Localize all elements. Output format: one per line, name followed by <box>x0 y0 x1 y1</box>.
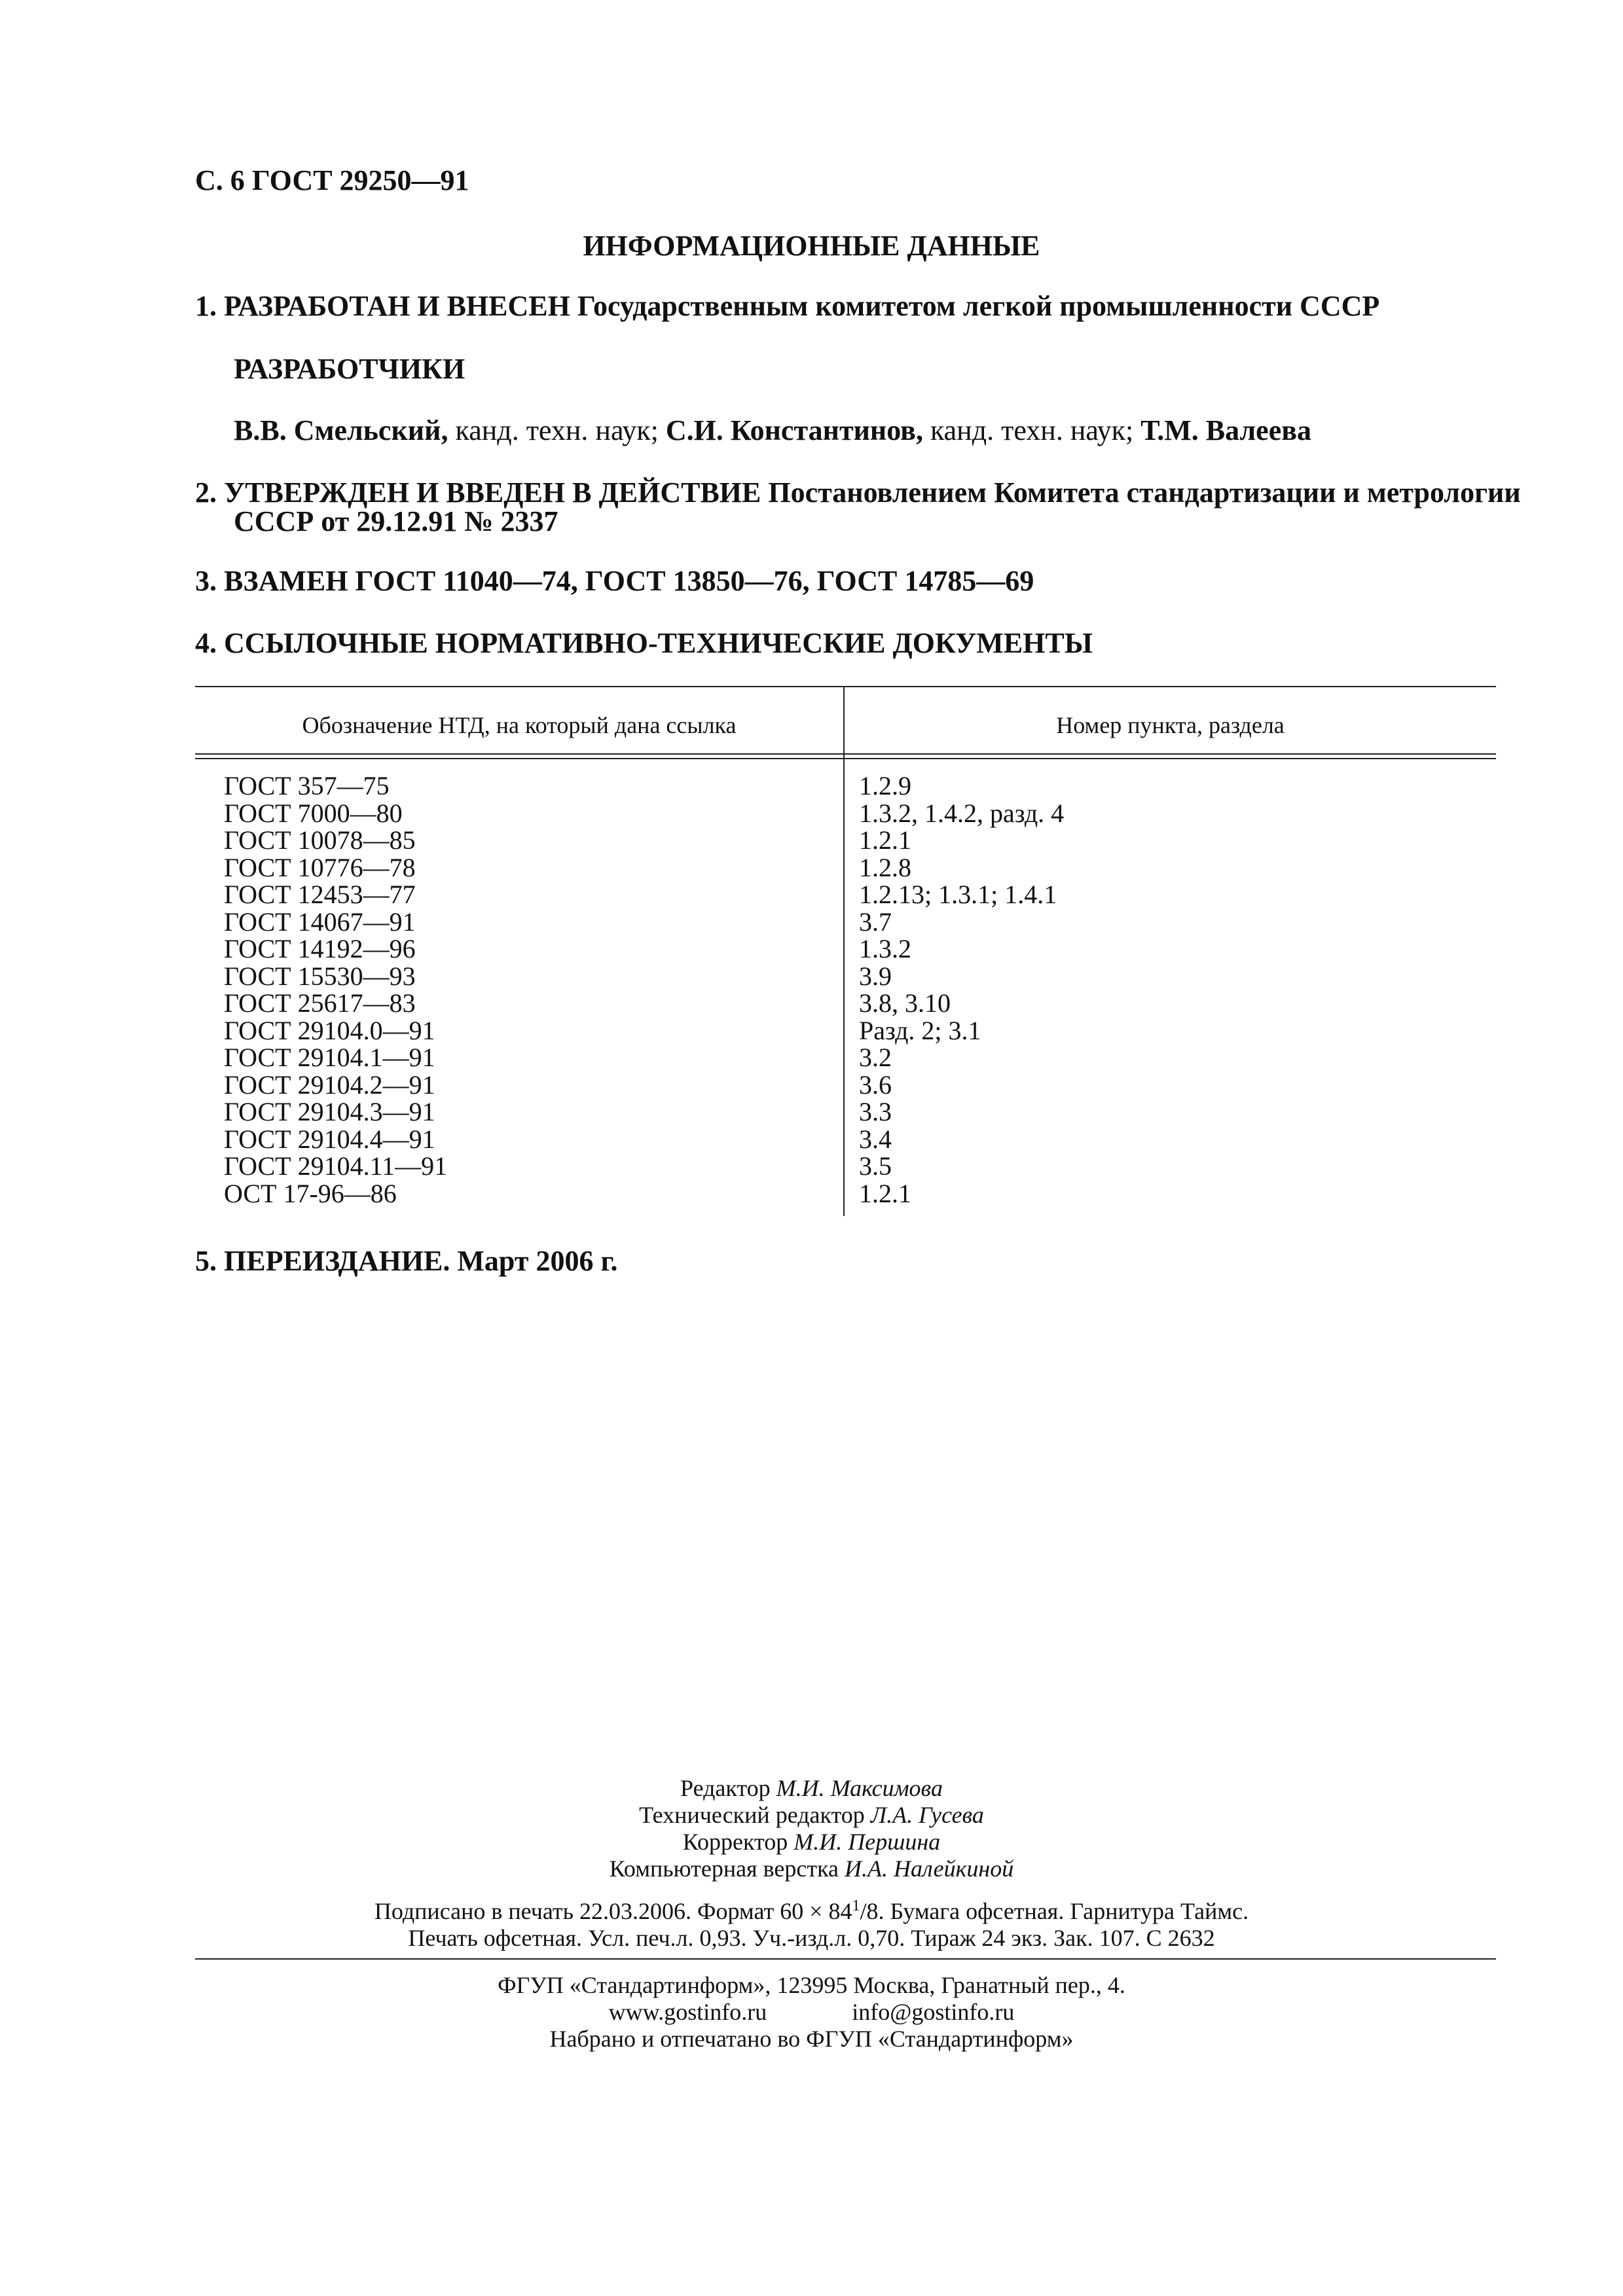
credit-tech-editor-name: Л.А. Гусева <box>870 1802 984 1828</box>
credit-layout <box>0 1856 1623 1882</box>
item-1-number: 1. <box>195 290 217 322</box>
item-4-text: ССЫЛОЧНЫЕ НОРМАТИВНО-ТЕХНИЧЕСКИЕ ДОКУМЕНТЫ <box>224 627 1093 659</box>
page-header: С. 6 ГОСТ 29250—91 <box>195 164 469 196</box>
table-cell-ref: 1.3.2, 1.4.2, разд. 4 <box>859 798 1065 828</box>
publisher-printed-by: Набрано и отпечатано во ФГУП «Стандартинформ» <box>549 2026 1074 2052</box>
imprint-line-1 <box>0 1898 1623 1925</box>
table-doc-column <box>224 772 447 1207</box>
table-cell-ref: 3.4 <box>859 1124 892 1154</box>
credit-tech-editor <box>0 1802 1623 1829</box>
table-cell-ref: 3.7 <box>859 906 892 937</box>
imprint-line-1-b: /8. Бумага офсетная. Гарнитура Таймс. <box>860 1898 1249 1924</box>
table-ref-column <box>859 772 1064 1207</box>
item-4 <box>195 626 1093 661</box>
publisher-contacts <box>0 1999 1623 2026</box>
table-header-document: Обозначение НТД, на который дана ссылка <box>302 712 737 738</box>
table-cell-doc: ГОСТ 29104.1—91 <box>224 1043 435 1072</box>
table-column-divider <box>843 686 845 1216</box>
footer-rule <box>195 1958 1496 1960</box>
developer-2-name: С.И. Константинов, <box>665 414 923 446</box>
table-cell-doc: ГОСТ 12453—77 <box>224 880 416 909</box>
table-cell-ref: 3.8, 3.10 <box>859 988 951 1018</box>
table-cell-ref: Разд. 2; 3.1 <box>859 1015 981 1045</box>
credit-corrector-role: Корректор <box>682 1829 788 1855</box>
table-cell-doc: ГОСТ 29104.3—91 <box>224 1097 435 1126</box>
item-1-lead: РАЗРАБОТАН И ВНЕСЕН <box>224 290 570 322</box>
item-1 <box>195 289 1379 324</box>
item-5-number: 5. <box>195 1245 217 1277</box>
credit-layout-name: И.А. Налейкиной <box>845 1856 1014 1882</box>
table-cell-ref: 1.2.13; 1.3.1; 1.4.1 <box>859 880 1057 909</box>
item-5 <box>195 1244 617 1279</box>
table-cell-ref: 3.5 <box>859 1151 892 1181</box>
table-cell-doc: ОСТ 17-96—86 <box>224 1178 397 1208</box>
table-cell-doc: ГОСТ 29104.11—91 <box>224 1151 448 1181</box>
table-header-rule-2 <box>195 758 1496 759</box>
item-3-number: 3. <box>195 565 217 597</box>
table-cell-doc: ГОСТ 15530—93 <box>224 961 416 991</box>
table-cell-doc: ГОСТ 10776—78 <box>224 852 416 882</box>
item-2-text: Постановлением Комитета стандартизации и метрологии <box>768 476 1521 509</box>
item-2-line-2: СССР от 29.12.91 № 2337 <box>234 505 558 537</box>
table-cell-ref: 3.2 <box>859 1043 892 1072</box>
table-cell-doc: ГОСТ 10078—85 <box>224 825 416 855</box>
credit-editor <box>0 1775 1623 1802</box>
item-2-number: 2. <box>195 476 217 509</box>
credit-editor-name: М.И. Максимова <box>776 1775 943 1801</box>
table-cell-doc: ГОСТ 29104.4—91 <box>224 1124 435 1154</box>
publisher-email: info@gostinfo.ru <box>852 1999 1015 2025</box>
table-cell-ref: 1.3.2 <box>859 934 911 963</box>
item-4-number: 4. <box>195 627 217 659</box>
table-cell-doc: ГОСТ 14067—91 <box>224 906 416 937</box>
publisher-address: ФГУП «Стандартинформ», 123995 Москва, Гранатный пер., 4. <box>498 1972 1125 1998</box>
table-header-rule-1 <box>195 753 1496 755</box>
table-cell-doc: ГОСТ 14192—96 <box>224 934 416 963</box>
item-2-lead: УТВЕРЖДЕН И ВВЕДЕН В ДЕЙСТВИЕ <box>224 476 761 509</box>
item-3 <box>195 564 1034 599</box>
credit-corrector-name: М.И. Першина <box>793 1829 941 1855</box>
table-top-rule <box>195 686 1496 687</box>
publisher-footer <box>0 1972 1623 2053</box>
section-title: ИНФОРМАЦИОННЫЕ ДАННЫЕ <box>583 230 1040 262</box>
table-header-clause: Номер пункта, раздела <box>1056 712 1285 738</box>
credit-corrector <box>0 1829 1623 1856</box>
imprint-block <box>0 1898 1623 1952</box>
developers-list <box>234 413 1311 448</box>
developer-1-degree: канд. техн. наук; <box>455 414 659 446</box>
table-cell-doc: ГОСТ 29104.0—91 <box>224 1015 435 1045</box>
table-cell-doc: ГОСТ 7000—80 <box>224 798 403 828</box>
credit-layout-role: Компьютерная верстка <box>609 1856 839 1882</box>
table-cell-ref: 3.6 <box>859 1069 892 1100</box>
table-cell-ref: 3.3 <box>859 1097 892 1126</box>
table-cell-ref: 1.2.1 <box>859 1178 911 1208</box>
table-cell-doc: ГОСТ 357—75 <box>224 771 390 800</box>
credits-block <box>0 1775 1623 1882</box>
item-3-text: ВЗАМЕН ГОСТ 11040—74, ГОСТ 13850—76, ГОСТ 14785—69 <box>224 565 1034 597</box>
credit-editor-role: Редактор <box>680 1775 771 1801</box>
table-cell-doc: ГОСТ 29104.2—91 <box>224 1069 435 1100</box>
table-cell-ref: 1.2.1 <box>859 825 911 855</box>
table-cell-ref: 1.2.9 <box>859 771 911 800</box>
item-5-text: ПЕРЕИЗДАНИЕ. Март 2006 г. <box>224 1245 618 1277</box>
developer-1-name: В.В. Смельский, <box>234 414 448 446</box>
imprint-format-sup: 1 <box>852 1897 860 1914</box>
publisher-website: www.gostinfo.ru <box>608 1999 767 2025</box>
developer-2-degree: канд. техн. наук; <box>930 414 1134 446</box>
table-cell-doc: ГОСТ 25617—83 <box>224 988 416 1018</box>
imprint-line-2: Печать офсетная. Усл. печ.л. 0,93. Уч.-изд.л. 0,70. Тираж 24 экз. Зак. 107. С 2632 <box>408 1925 1215 1951</box>
credit-tech-editor-role: Технический редактор <box>639 1802 865 1828</box>
item-1-text: Государственным комитетом легкой промышленности СССР <box>577 290 1380 322</box>
table-cell-ref: 1.2.8 <box>859 852 911 882</box>
developers-heading: РАЗРАБОТЧИКИ <box>234 353 465 385</box>
developer-3-name: Т.М. Валеева <box>1140 414 1311 446</box>
imprint-line-1-a: Подписано в печать 22.03.2006. Формат 60 × 84 <box>374 1898 852 1924</box>
table-cell-ref: 3.9 <box>859 961 892 991</box>
